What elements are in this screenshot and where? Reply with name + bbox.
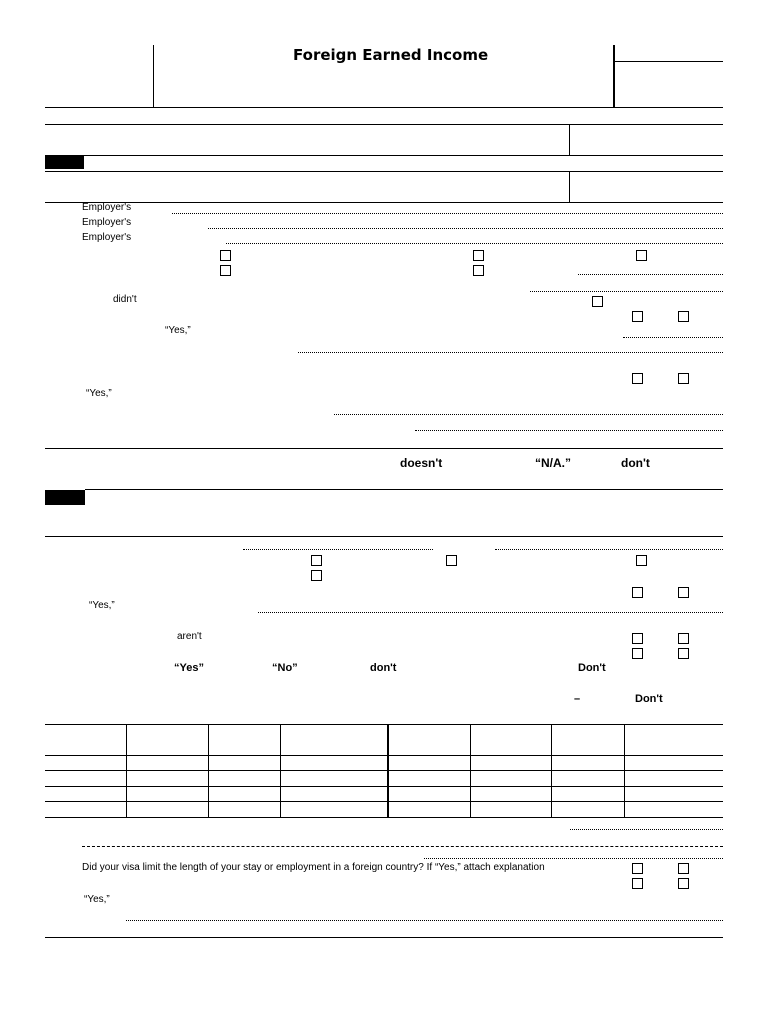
visa-no-checkbox[interactable] [678, 863, 689, 874]
date-bona-fide-field-end[interactable] [495, 549, 723, 550]
q-yes-checkbox-3[interactable] [632, 587, 643, 598]
answer-field-3[interactable] [258, 612, 723, 613]
table-col-divider-2 [208, 724, 209, 817]
name-row-top [45, 124, 723, 125]
employer-type-checkbox-c[interactable] [636, 250, 647, 261]
yes-quote-text-2: “Yes,” [86, 388, 112, 399]
q-yes-checkbox-4[interactable] [632, 633, 643, 644]
table-center-divider [387, 724, 389, 817]
table-row-line-2 [45, 786, 723, 787]
arent-text: aren't [177, 631, 202, 642]
header-left-divider [153, 45, 154, 107]
visa-yes-checkbox[interactable] [632, 863, 643, 874]
q-no-checkbox-1[interactable] [678, 311, 689, 322]
page-bottom-rule [45, 937, 723, 938]
table-header-bottom [45, 755, 723, 756]
dont-bold-text: don't [370, 662, 397, 674]
employer-us-address-field[interactable] [208, 228, 723, 229]
table-col-divider-7 [624, 724, 625, 817]
table-row-line-3 [45, 801, 723, 802]
dont-cap-text-2: Don't [635, 693, 663, 705]
na-text: “N/A.” [535, 456, 571, 470]
dash-text: – [574, 693, 581, 705]
q-no-checkbox-6[interactable] [678, 878, 689, 889]
yes-quote-text-3: “Yes,” [89, 600, 115, 611]
dont-text: don't [621, 456, 650, 470]
table-col-divider-6 [551, 724, 552, 817]
employer-name-field[interactable] [172, 213, 723, 214]
date-bona-fide-field-start[interactable] [243, 549, 433, 550]
prior-year-field[interactable] [530, 291, 723, 292]
employer-foreign-address-field[interactable] [226, 243, 723, 244]
name-ssn-divider [569, 124, 570, 155]
residence-checkbox-b[interactable] [446, 555, 457, 566]
post-table-field[interactable] [570, 829, 723, 830]
q-no-checkbox-5[interactable] [678, 648, 689, 659]
answer-field-2a[interactable] [334, 414, 723, 415]
employer-type-checkbox-b[interactable] [473, 250, 484, 261]
q-yes-checkbox-6[interactable] [632, 878, 643, 889]
pre-visa-field[interactable] [424, 858, 723, 859]
part1-row-divider [569, 171, 570, 202]
didnt-text: didn't [113, 294, 137, 305]
q-no-checkbox-4[interactable] [678, 633, 689, 644]
answer-field-1b[interactable] [298, 352, 723, 353]
q-yes-checkbox-2[interactable] [632, 373, 643, 384]
header-right-rule [614, 61, 723, 62]
part2-marker [45, 490, 85, 505]
dashed-rule [82, 846, 723, 847]
dont-cap-text: Don't [578, 662, 606, 674]
header-bottom-rule [45, 107, 723, 108]
part2-header-bottom [45, 536, 723, 537]
yes-quote-text-1: “Yes,” [165, 325, 191, 336]
table-col-divider-1 [126, 724, 127, 817]
table-col-divider-5 [470, 724, 471, 817]
answer-field-4[interactable] [126, 920, 723, 921]
answer-field-1a[interactable] [623, 337, 723, 338]
residence-checkbox-a[interactable] [311, 555, 322, 566]
visa-question: Did your visa limit the length of your stay or employment in a foreign country? If “Yes,” attach explanation [82, 862, 545, 873]
employer-type-checkbox-a[interactable] [220, 250, 231, 261]
employer-type-checkbox-d[interactable] [220, 265, 231, 276]
employer-type-checkbox-e[interactable] [473, 265, 484, 276]
answer-field-2b[interactable] [415, 430, 723, 431]
employer-name-label: Employer's [82, 202, 132, 213]
table-bottom-rule [45, 817, 723, 818]
form-title: Foreign Earned Income [293, 46, 489, 64]
table-col-divider-3 [280, 724, 281, 817]
name-row-bottom [84, 155, 723, 156]
table-top-rule [45, 724, 723, 725]
q-no-checkbox-2[interactable] [678, 373, 689, 384]
no-bold-text: “No” [272, 662, 298, 674]
residence-checkbox-c[interactable] [636, 555, 647, 566]
employer-type-other-field[interactable] [578, 274, 723, 275]
yes-quote-text-4: “Yes,” [84, 894, 110, 905]
employer-foreign-address-label: Employer's [82, 232, 132, 243]
q-yes-checkbox-1[interactable] [632, 311, 643, 322]
yes-bold-text: “Yes” [174, 662, 204, 674]
part1-row-bottom [45, 202, 723, 203]
q-no-checkbox-3[interactable] [678, 587, 689, 598]
part2-row-top [85, 489, 723, 490]
residence-checkbox-d[interactable] [311, 570, 322, 581]
table-row-line-1 [45, 770, 723, 771]
didnt-file-checkbox[interactable] [592, 296, 603, 307]
instruction-row-top [45, 448, 723, 449]
doesnt-text: doesn't [400, 456, 443, 470]
part1-row-top [45, 171, 723, 172]
q-yes-checkbox-5[interactable] [632, 648, 643, 659]
employer-us-address-label: Employer's [82, 217, 132, 228]
part1-marker [45, 155, 84, 169]
header-right-divider [613, 45, 615, 107]
